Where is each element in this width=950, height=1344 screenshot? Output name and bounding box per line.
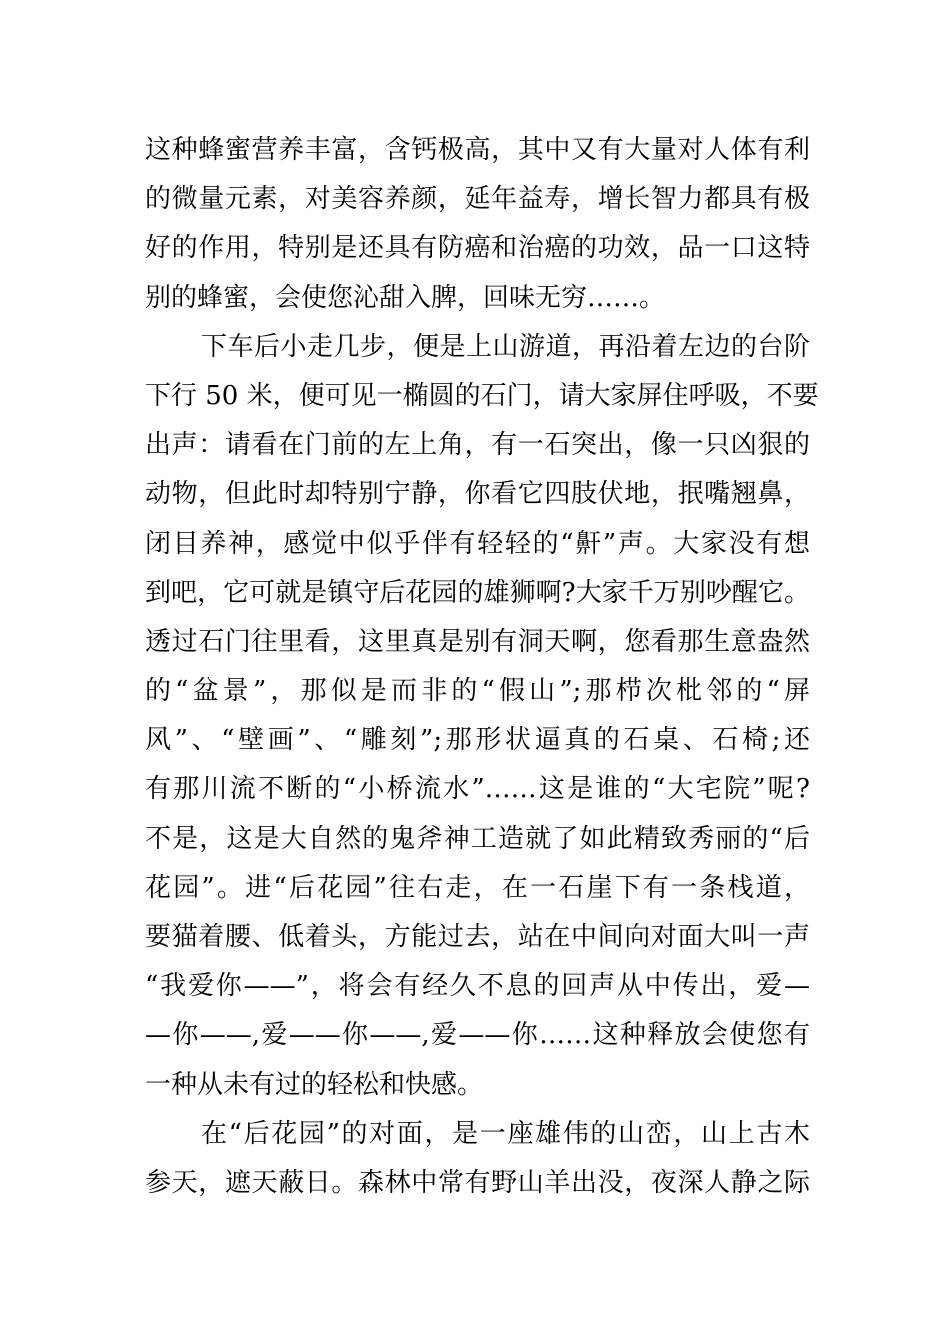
- text-line-2: 的微量元素，对美容养颜，延年益寿，增长智力都具有极: [145, 184, 810, 215]
- text-line-13: 风”、“壁画”、“雕刻”;那形状逼真的石桌、石椅;还: [145, 725, 810, 756]
- text-line-6: 下行 50 米，便可见一椭圆的石门，请大家屏住呼吸，不要: [145, 380, 819, 411]
- text-line-3: 好的作用，特别是还具有防癌和治癌的功效，品一口这特: [145, 233, 810, 264]
- text-line-14: 有那川流不断的“小桥流水”……这是谁的“大宅院”呢?: [145, 774, 810, 805]
- text-line-5: 下车后小走几步，便是上山游道，再沿着左边的台阶: [201, 331, 810, 362]
- text-line-4: 别的蜂蜜，会使您沁甜入脾，回味无穷……。: [145, 282, 666, 313]
- text-line-17: 要猫着腰、低着头，方能过去，站在中间向对面大叫一声: [145, 922, 810, 952]
- text-line-22: 参天，遮天蔽日。森林中常有野山羊出没，夜深人静之际: [145, 1167, 810, 1198]
- text-line-19: —你——,爱——你——,爱——你……这种释放会使您有: [145, 1020, 810, 1051]
- text-line-8: 动物，但此时却特别宁静，你看它四肢伏地，抿嘴翘鼻，: [145, 479, 810, 510]
- text-line-10: 到吧，它可就是镇守后花园的雄狮啊?大家千万别吵醒它。: [145, 577, 810, 608]
- text-line-15: 不是，这是大自然的鬼斧神工造就了如此精致秀丽的“后: [145, 823, 810, 854]
- text-line-11: 透过石门往里看，这里真是别有洞天啊，您看那生意盎然: [145, 626, 810, 657]
- body-text: [145, 126, 819, 1208]
- text-line-1: 这种蜂蜜营养丰富，含钙极高，其中又有大量对人体有利: [145, 135, 810, 165]
- text-line-16: 花园”。进“后花园”往右走，在一石崖下有一条栈道，: [145, 872, 810, 903]
- text-line-7: 出声：请看在门前的左上角，有一石突出，像一只凶狠的: [145, 430, 810, 461]
- text-line-9: 闭目养神，感觉中似乎伴有轻轻的“鼾”声。大家没有想: [145, 528, 810, 559]
- text-line-20: 一种从未有过的轻松和快感。: [145, 1069, 484, 1100]
- text-line-12: 的“盆景”，那似是而非的“假山”;那栉次枇邻的“屏: [145, 676, 810, 707]
- text-line-21: 在“后花园”的对面，是一座雄伟的山峦，山上古木: [201, 1118, 810, 1149]
- text-line-18: “我爱你——”，将会有经久不息的回声从中传出，爱—: [145, 971, 810, 1002]
